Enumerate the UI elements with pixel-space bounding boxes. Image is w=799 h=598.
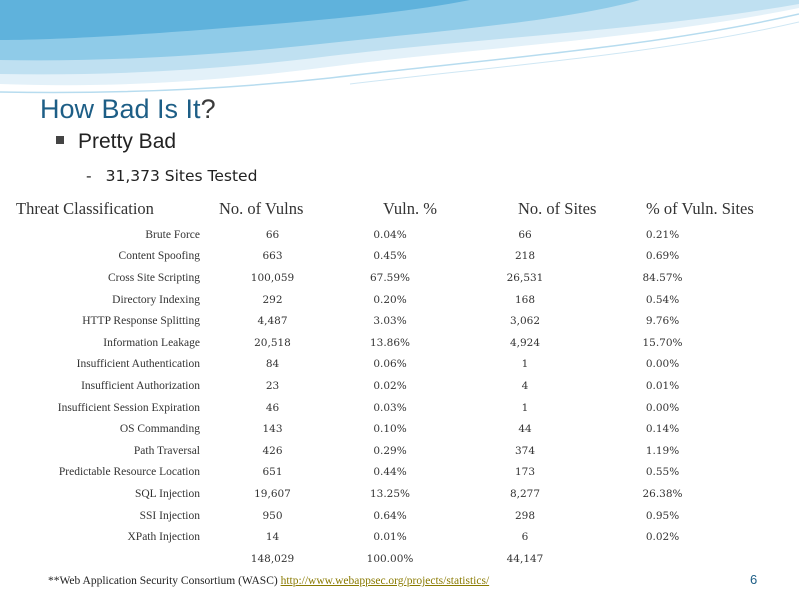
- table-row: [0, 397, 710, 419]
- vuln-sites-percent-cell: 9.76%: [645, 315, 680, 328]
- threat-name-cell: Insufficient Authorization: [81, 379, 200, 392]
- threat-name-cell: SQL Injection: [134, 487, 200, 500]
- vulns-count-cell: 148,029: [250, 552, 295, 565]
- threat-name-cell: Content Spoofing: [118, 250, 200, 263]
- sites-count-cell: 6: [521, 531, 529, 544]
- page-number: 6: [750, 572, 758, 587]
- vulns-count-cell: 46: [265, 401, 280, 414]
- header-no-of-sites: No. of Sites: [518, 199, 597, 218]
- bullet-text: 31,373 Sites Tested: [105, 167, 258, 185]
- vuln-sites-percent-cell: 0.00%: [645, 358, 680, 371]
- table-row: [0, 505, 710, 527]
- totals-row: [0, 548, 710, 570]
- threat-name-cell: HTTP Response Splitting: [82, 315, 200, 328]
- threat-stats-table-body: [0, 224, 710, 570]
- vuln-sites-percent-cell: 0.55%: [645, 466, 680, 479]
- table-row: [0, 462, 710, 484]
- header-threat-classification: Threat Classification: [16, 199, 154, 218]
- header-percent-vuln-sites: % of Vuln. Sites: [646, 199, 754, 218]
- vuln-sites-percent-cell: 26.38%: [642, 487, 683, 500]
- sites-count-cell: 66: [518, 228, 532, 241]
- threat-name-cell: Cross Site Scripting: [107, 271, 200, 284]
- header-no-of-vulns: No. of Vulns: [219, 199, 304, 218]
- header-wave-decoration: [0, 0, 799, 100]
- sites-count-cell: 1: [521, 401, 529, 414]
- vulns-count-cell: 143: [262, 423, 283, 436]
- bullet-level1: [56, 130, 176, 154]
- sites-count-cell: 3,062: [509, 315, 541, 328]
- title-question-mark: ?: [200, 94, 216, 124]
- vuln-sites-percent-cell: 0.01%: [645, 379, 680, 392]
- threat-name-cell: OS Commanding: [119, 423, 200, 436]
- threat-name-cell: Predictable Resource Location: [58, 466, 200, 479]
- vulns-count-cell: 426: [262, 444, 283, 457]
- vuln-percent-cell: 0.10%: [373, 423, 407, 436]
- vuln-percent-cell: 0.02%: [373, 379, 407, 392]
- vuln-percent-cell: 0.64%: [373, 509, 407, 522]
- vuln-sites-percent-cell: 0.14%: [645, 423, 680, 436]
- threat-name-cell: Insufficient Authentication: [76, 358, 200, 371]
- vuln-percent-cell: 0.29%: [373, 444, 407, 457]
- footer-link[interactable]: http://www.webappsec.org/projects/statistics/: [280, 575, 490, 587]
- vuln-sites-percent-cell: 1.19%: [645, 444, 680, 457]
- footer-text: **Web Application Security Consortium (WASC): [48, 575, 278, 587]
- vuln-sites-percent-cell: [615, 548, 710, 570]
- vuln-percent-cell: 0.06%: [373, 358, 407, 371]
- table-row: [0, 526, 710, 548]
- vuln-sites-percent-cell: 0.00%: [645, 401, 680, 414]
- vulns-count-cell: 651: [262, 466, 283, 479]
- table-row: [0, 310, 710, 332]
- threat-name-cell: [0, 548, 200, 570]
- vulns-count-cell: 19,607: [254, 487, 291, 500]
- sites-count-cell: 168: [514, 293, 536, 306]
- sites-count-cell: 374: [514, 444, 536, 457]
- table-row: [0, 289, 710, 311]
- threat-stats-table: [0, 224, 710, 570]
- sites-count-cell: 1: [521, 358, 529, 371]
- vuln-percent-cell: 0.20%: [373, 293, 407, 306]
- bullet-level2: [86, 167, 257, 185]
- threat-name-cell: Insufficient Session Expiration: [57, 401, 200, 414]
- vuln-percent-cell: 0.01%: [373, 531, 407, 544]
- vuln-percent-cell: 0.45%: [373, 250, 407, 263]
- sites-count-cell: 44,147: [506, 552, 544, 565]
- square-bullet-icon: [56, 136, 64, 144]
- table-row: [0, 375, 710, 397]
- table-row: [0, 332, 710, 354]
- vuln-percent-cell: 0.44%: [373, 466, 407, 479]
- vulns-count-cell: 950: [262, 509, 283, 522]
- sites-count-cell: 298: [514, 509, 536, 522]
- vuln-percent-cell: 13.25%: [369, 487, 411, 500]
- threat-name-cell: XPath Injection: [127, 531, 200, 544]
- vulns-count-cell: 292: [262, 293, 283, 306]
- sites-count-cell: 218: [514, 250, 536, 263]
- vuln-percent-cell: 3.03%: [373, 315, 407, 328]
- sites-count-cell: 173: [514, 466, 536, 479]
- threat-name-cell: Path Traversal: [133, 444, 200, 457]
- vuln-sites-percent-cell: 84.57%: [642, 271, 683, 284]
- sites-count-cell: 26,531: [506, 271, 544, 284]
- table-row: [0, 354, 710, 376]
- table-row: [0, 418, 710, 440]
- slide-title: [40, 94, 216, 125]
- table-row: [0, 440, 710, 462]
- footer-citation: [48, 575, 489, 587]
- table-row: [0, 224, 710, 246]
- threat-name-cell: SSI Injection: [139, 509, 200, 522]
- vulns-count-cell: 20,518: [254, 336, 291, 349]
- vulns-count-cell: 663: [262, 250, 283, 263]
- dash-bullet: -: [86, 167, 92, 185]
- threat-name-cell: Brute Force: [145, 228, 200, 241]
- header-vuln-percent: Vuln. %: [383, 199, 438, 218]
- vuln-percent-cell: 0.03%: [373, 401, 407, 414]
- vuln-sites-percent-cell: 0.54%: [645, 293, 680, 306]
- vulns-count-cell: 66: [265, 228, 280, 241]
- vuln-sites-percent-cell: 0.69%: [645, 250, 680, 263]
- sites-count-cell: 4,924: [509, 336, 541, 349]
- vuln-sites-percent-cell: 15.70%: [642, 336, 683, 349]
- vulns-count-cell: 14: [265, 531, 280, 544]
- title-text: How Bad Is It: [40, 94, 201, 124]
- table-row: [0, 246, 710, 268]
- bullet-text: Pretty Bad: [78, 130, 177, 153]
- vuln-percent-cell: 100.00%: [366, 552, 414, 565]
- vuln-percent-cell: 67.59%: [369, 271, 411, 284]
- vuln-sites-percent-cell: 0.95%: [645, 509, 680, 522]
- sites-count-cell: 8,277: [509, 487, 541, 500]
- table-row: [0, 483, 710, 505]
- table-row: [0, 267, 710, 289]
- vulns-count-cell: 100,059: [250, 271, 295, 284]
- vuln-percent-cell: 13.86%: [369, 336, 411, 349]
- sites-count-cell: 44: [518, 423, 532, 436]
- threat-name-cell: Information Leakage: [103, 336, 200, 349]
- vuln-sites-percent-cell: 0.02%: [645, 531, 680, 544]
- vulns-count-cell: 84: [265, 358, 280, 371]
- vulns-count-cell: 4,487: [257, 315, 288, 328]
- sites-count-cell: 4: [521, 379, 529, 392]
- vuln-percent-cell: 0.04%: [373, 228, 407, 241]
- threat-name-cell: Directory Indexing: [112, 293, 200, 306]
- vuln-sites-percent-cell: 0.21%: [645, 228, 680, 241]
- vulns-count-cell: 23: [265, 379, 280, 392]
